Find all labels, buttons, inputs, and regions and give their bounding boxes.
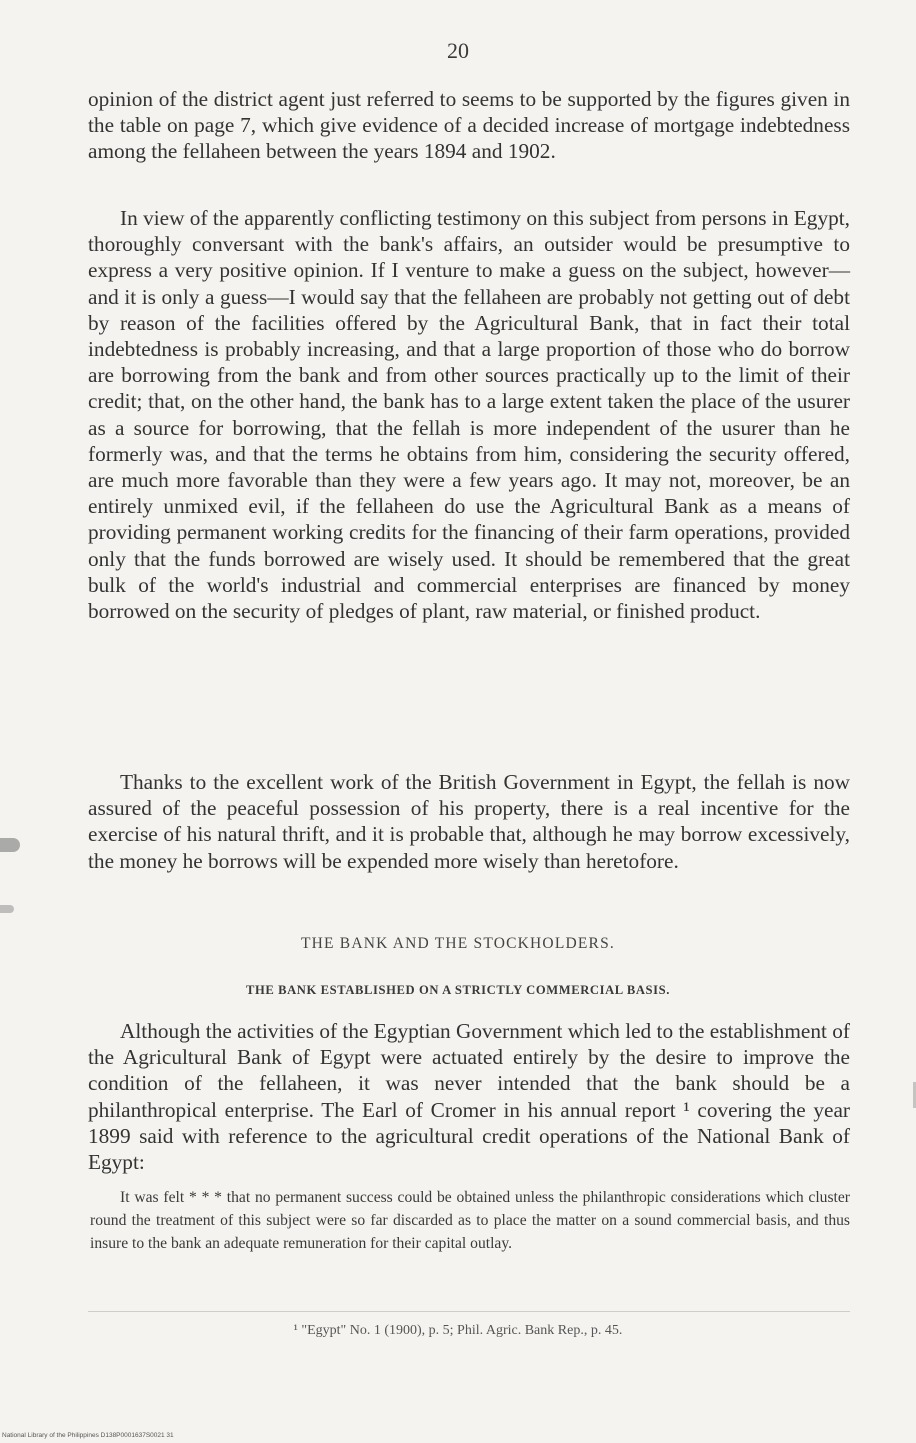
paragraph-british-government: Thanks to the excellent work of the British Government in Egypt, the fellah is now assured of the peaceful possession of his property, there is a real incentive for the exercise of his natural thrift, and it is probable that, although he may borrow excessively, the money he borrows will be expended more wisely than heretofore. bbox=[88, 770, 850, 873]
page-number: 20 bbox=[447, 38, 469, 63]
section-heading: THE BANK AND THE STOCKHOLDERS. bbox=[300, 935, 615, 952]
footnote: ¹ "Egypt" No. 1 (1900), p. 5; Phil. Agric. Bank Rep., p. 45. bbox=[293, 1323, 623, 1338]
paragraph-commercial-basis: Although the activities of the Egyptian Government which led to the establishment of the Agricultural Bank of Egypt were actuated entirely by the desire to improve the condition of the fellaheen, it was never intended that the bank should be a philanthropical enterprise. The Earl of Cromer in his annual report ¹ covering the year 1899 said with reference to the agricultural credit operations of the National Bank of Egypt: bbox=[88, 1019, 850, 1175]
scan-edge-mark bbox=[0, 905, 14, 913]
scan-edge-mark bbox=[0, 838, 20, 852]
footnote-divider bbox=[88, 1311, 850, 1312]
paragraph-continuation: opinion of the district agent just referred to seems to be supported by the figures given in the table on page 7, which give evidence of a decided increase of mortgage indebtedness among the fellaheen between the years 1894 and 1902. bbox=[88, 87, 850, 164]
library-stamp: National Library of the Philippines D138P0001637S0021 31 bbox=[2, 1432, 174, 1439]
subsection-heading: THE BANK ESTABLISHED ON A STRICTLY COMMERCIAL BASIS. bbox=[245, 983, 671, 997]
block-quote: It was felt * * * that no permanent success could be obtained unless the philanthropic considerations which cluster round the treatment of this subject were so far discarded as to place the matter on a sound commercial basis, and thus insure to the bank an adequate remuneration for their capital outlay. bbox=[90, 1189, 850, 1252]
paragraph-opinion: In view of the apparently conflicting testimony on this subject from persons in Egypt, thoroughly conversant with the bank's affairs, an outsider would be presumptive to express a very positive opinion. If I venture to make a guess on the subject, however—and it is only a guess—I would say that the fellaheen are probably not getting out of debt by reason of the facilities offered by the Agricultural Bank, that in fact their total indebtedness is probably increasing, and that a large proportion of those who do borrow are borrowing from the bank and from other sources practically up to the limit of their credit; that, on the other hand, the bank has to a large extent taken the place of the usurer as a source for borrowing, that the fellah is more independent of the usurer than he formerly was, and that the terms he obtains from him, considering the security offered, are much more favorable than they were a few years ago. It may not, moreover, be an entirely unmixed evil, if the fellaheen do use the Agricultural Bank as a means of providing permanent working credits for the financing of their farm operations, provided only that the funds borrowed are wisely used. It should be remembered that the great bulk of the world's industrial and commercial enterprises are financed by money borrowed on the security of pledges of plant, raw material, or finished product. bbox=[88, 206, 850, 624]
